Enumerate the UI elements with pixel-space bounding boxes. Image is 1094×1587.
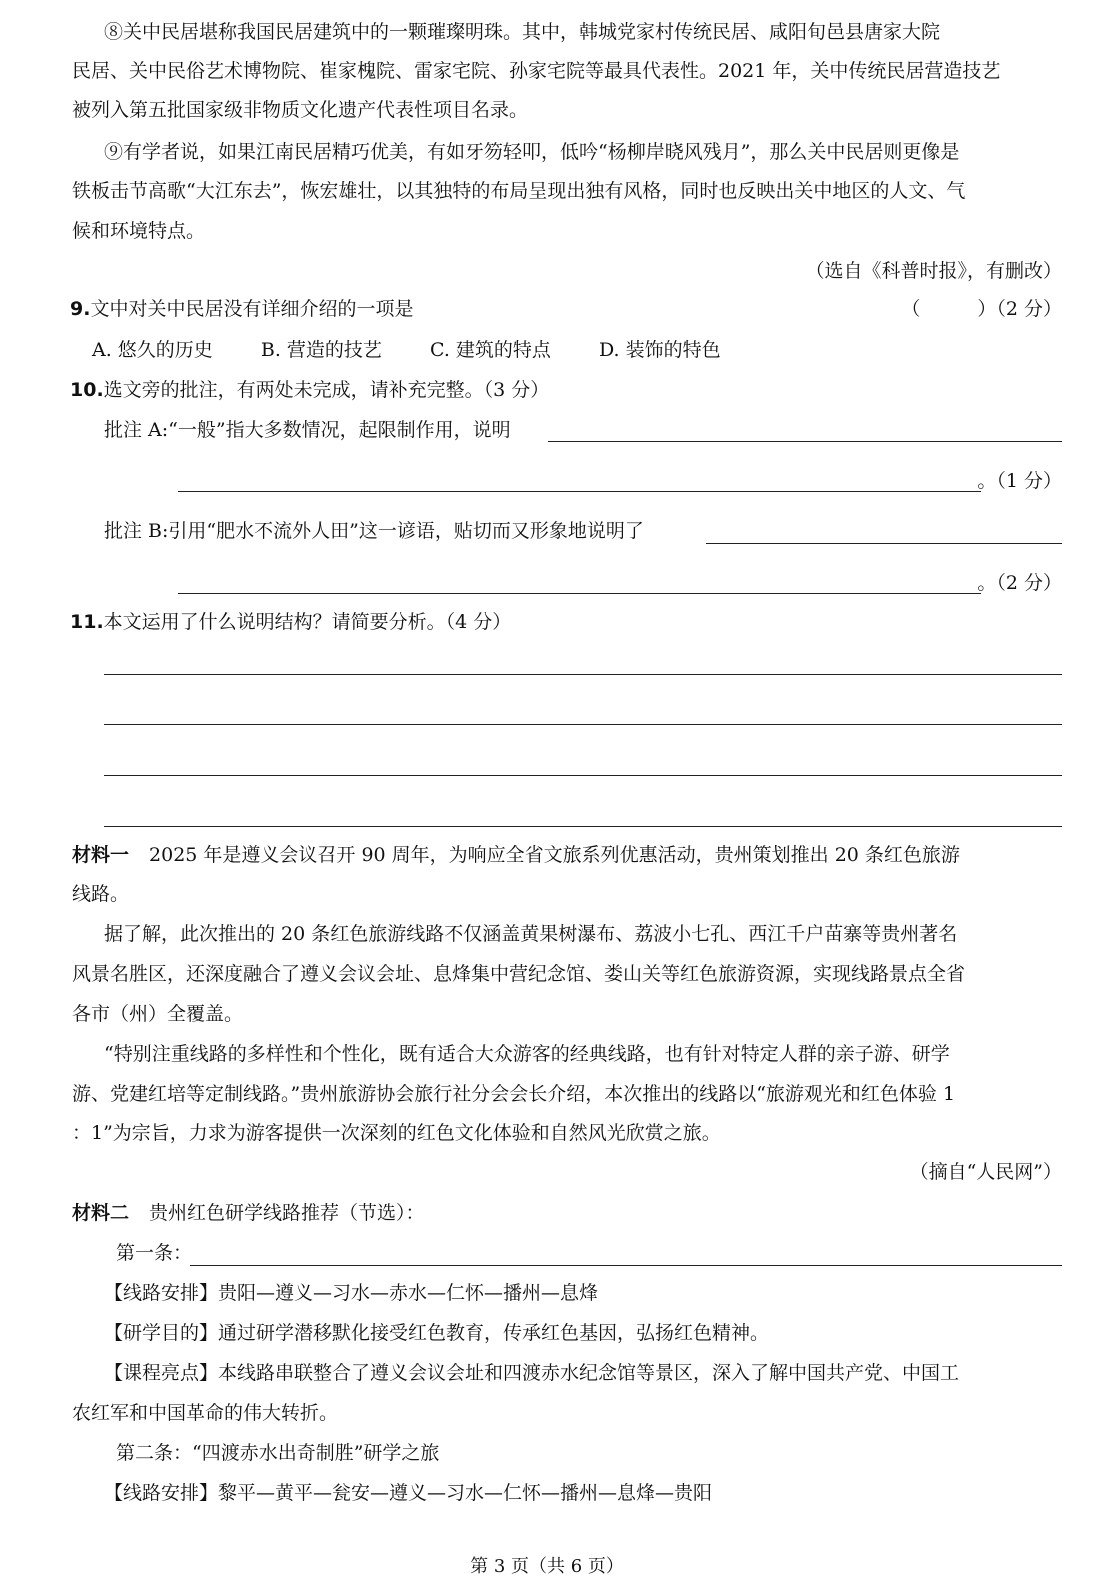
annotation-a-score: 。（1 分） (977, 470, 1062, 492)
material-1-line1 (72, 843, 1062, 867)
material-1-line2: 线路。 (72, 883, 130, 905)
route-1-arrangement-tag: 【线路安排】 (104, 1282, 219, 1304)
route-2-arrangement-tag: 【线路安排】 (104, 1482, 219, 1504)
route-1-arrangement (104, 1281, 1062, 1305)
passage-p8-line1: ⑧关中民居堪称我国民居建筑中的一颗璀璨明珠。其中，韩城党家村传统民居、咸阳旬邑县唐家大院 (104, 21, 941, 43)
route-2-label: 第二条：“四渡赤水出奇制胜”研学之旅 (116, 1442, 440, 1464)
passage-p9-line2: 铁板击节高歌“大江东去”，恢宏雄壮，以其独特的布局呈现出独有风格，同时也反映出关中地区的人文、气 (72, 180, 966, 202)
material-1-p2-line1: 据了解，此次推出的 20 条红色旅游线路不仅涵盖黄果树瀑布、荔波小七孔、西江千户苗寨等贵州著名 (104, 923, 958, 945)
annotation-a-answer-line-2[interactable] (178, 491, 981, 492)
material-2-title: 材料二 (72, 1202, 130, 1224)
question-11-number: 11. (70, 611, 104, 633)
passage-p9-line1: ⑨有学者说，如果江南民居精巧优美，有如牙笏轻叩，低吟“杨柳岸晓风残月”，那么关中民居则更像是 (104, 141, 960, 163)
passage-p9-line3: 候和环境特点。 (72, 220, 206, 242)
route-1-goal-text: 通过研学潜移默化接受红色教育，传承红色基因，弘扬红色精神。 (218, 1322, 770, 1344)
question-9-text: 文中对关中民居没有详细介绍的一项是 (90, 298, 414, 320)
question-9-number: 9. (70, 298, 91, 320)
annotation-b-answer-line-2[interactable] (178, 593, 981, 594)
annotation-b-score: 。（2 分） (977, 572, 1062, 594)
material-1-p3-line3: ：1”为宗旨，力求为游客提供一次深刻的红色文化体验和自然风光欣赏之旅。 (72, 1122, 721, 1144)
question-10-text: 选文旁的批注，有两处未完成，请补充完整。（3 分） (103, 379, 550, 401)
option-a[interactable]: A. 悠久的历史 (92, 339, 213, 361)
route-2-arrangement (104, 1481, 1062, 1505)
question-10-number: 10. (70, 379, 104, 401)
annotation-a-label: 批注 A:“一般”指大多数情况，起限制作用，说明 (104, 419, 511, 441)
material-1-p3-line1: “特别注重线路的多样性和个性化，既有适合大众游客的经典线路，也有针对特定人群的亲子游、研学 (104, 1043, 950, 1065)
option-b[interactable]: B. 营造的技艺 (260, 339, 382, 361)
question-11-answer-line-3[interactable] (104, 775, 1062, 776)
question-11 (70, 610, 1062, 634)
material-1-p2-line2: 风景名胜区，还深度融合了遵义会议会址、息烽集中营纪念馆、娄山关等红色旅游资源，实现线路景点全省 (72, 963, 966, 985)
material-1-text-line1: 2025 年是遵义会议召开 90 周年，为响应全省文旅系列优惠活动，贵州策划推出 20 条红色旅游 (149, 844, 960, 866)
question-9-answer-paren[interactable]: （ ）（2 分） (901, 298, 1062, 320)
route-2-arrangement-text: 黎平—黄平—瓮安—遵义—习水—仁怀—播州—息烽—贵阳 (218, 1482, 713, 1504)
material-1-title: 材料一 (72, 844, 130, 866)
material-1-p3-line2: 游、党建红培等定制线路。”贵州旅游协会旅行社分会会长介绍，本次推出的线路以“旅游观光和红色体验 1 (72, 1083, 956, 1105)
route-1-goal-tag: 【研学目的】 (104, 1322, 219, 1344)
material-1-source: （摘自“人民网”） (909, 1161, 1062, 1183)
question-11-answer-line-4[interactable] (104, 826, 1062, 827)
passage-source: （选自《科普时报》，有删改） (805, 260, 1062, 282)
annotation-a-answer-line-1[interactable] (548, 441, 1062, 442)
passage-p8-line3: 被列入第五批国家级非物质文化遗产代表性项目名录。 (72, 99, 529, 121)
route-1-highlight-text-line1: 本线路串联整合了遵义会议会址和四渡赤水纪念馆等景区，深入了解中国共产党、中国工 (218, 1362, 960, 1384)
annotation-b-answer-line-1[interactable] (706, 543, 1062, 544)
route-1-highlight (104, 1361, 1062, 1385)
question-9-options (92, 338, 1062, 362)
passage-p8-line2: 民居、关中民俗艺术博物院、崔家槐院、雷家宅院、孙家宅院等最具代表性。2021 年，关中传统民居营造技艺 (72, 60, 1001, 82)
question-11-text: 本文运用了什么说明结构？请简要分析。（4 分） (103, 611, 512, 633)
material-2-header (72, 1201, 1062, 1225)
route-1-label: 第一条： (116, 1242, 193, 1264)
annotation-b-label: 批注 B:引用“肥水不流外人田”这一谚语，贴切而又形象地说明了 (104, 520, 644, 542)
question-11-answer-line-1[interactable] (104, 674, 1062, 675)
option-c[interactable]: C. 建筑的特点 (429, 339, 551, 361)
question-11-answer-line-2[interactable] (104, 724, 1062, 725)
material-2-intro: 贵州红色研学线路推荐（节选）： (149, 1202, 425, 1224)
route-1-arrangement-text: 贵阳—遵义—习水—赤水—仁怀—播州—息烽 (218, 1282, 599, 1304)
option-d[interactable]: D. 装饰的特色 (598, 339, 721, 361)
material-1-p2-line3: 各市（州）全覆盖。 (72, 1003, 244, 1025)
route-1-title-answer-line[interactable] (190, 1265, 1062, 1266)
route-1-highlight-text-line2: 农红军和中国革命的伟大转折。 (72, 1402, 339, 1424)
route-1-highlight-tag: 【课程亮点】 (104, 1362, 219, 1384)
question-10 (70, 378, 1062, 402)
route-1-goal (104, 1321, 1062, 1345)
page-number-footer: 第 3 页（共 6 页） (470, 1556, 624, 1577)
